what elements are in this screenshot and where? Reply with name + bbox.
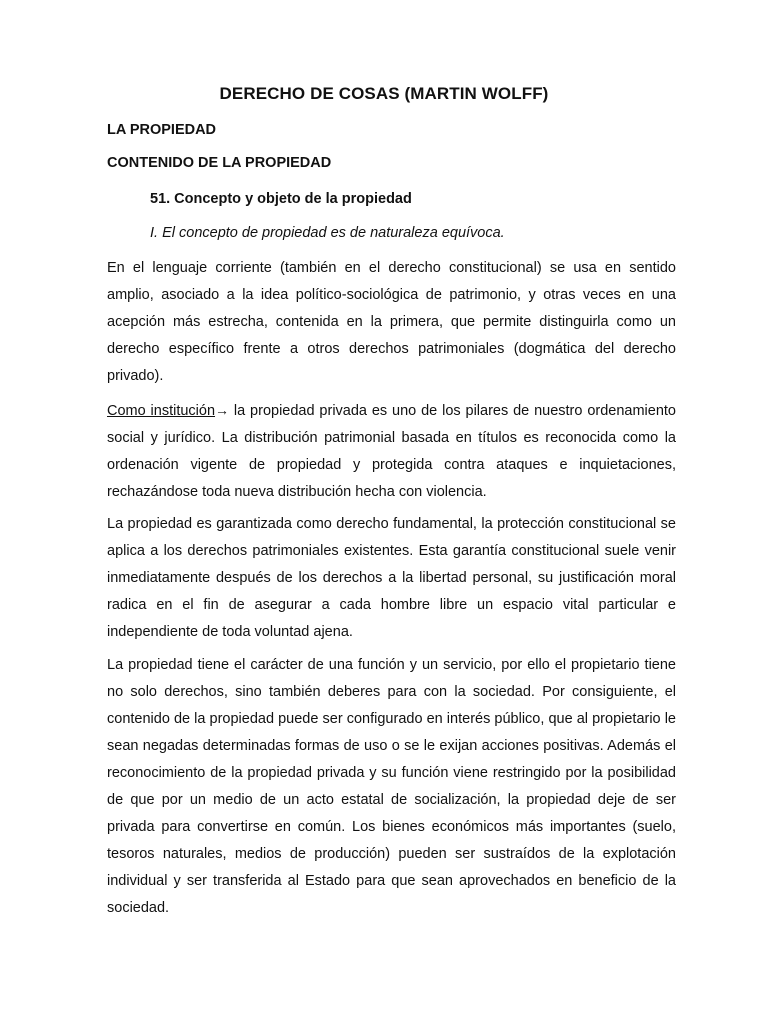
section-heading: 51. Concepto y objeto de la propiedad (150, 191, 412, 207)
heading-contenido: CONTENIDO DE LA PROPIEDAD (107, 155, 332, 171)
heading-la-propiedad: LA PROPIEDAD (107, 122, 217, 138)
paragraph-2-lead: Como institución (107, 403, 216, 419)
paragraph-3: La propiedad es garantizada como derecho fundamental, la protección constitucional se aplica a los derechos patrimoniales existentes. Esta garantía constitucional suele venir inmediatamente después de los derechos a la libertad personal, su justificación moral radica en el fin de asegurar a cada hombre libre un espacio vital particular e independiente de toda voluntad ajena. (107, 516, 676, 640)
section-subtitle: I. El concepto de propiedad es de naturaleza equívoca. (150, 225, 505, 241)
paragraph-1: En el lenguaje corriente (también en el derecho constitucional) se usa en sentido amplio, asociado a la idea político-sociológica de patrimonio, y otras veces en una acepción más estrecha, contenida en la primera, que permite distinguirla como un derecho específico frente a otros derechos patrimoniales (dogmática del derecho privado). (107, 260, 676, 384)
paragraph-2-body: la propiedad privada es uno de los pilares de nuestro ordenamiento social y jurídico. La distribución patrimonial basada en títulos es reconocida como la ordenación vigente de propiedad y protegida contra ataques e inquietaciones, rechazándose toda nueva distribución hecha con violencia. (107, 403, 676, 500)
paragraph-2 (107, 397, 676, 506)
document-title: DERECHO DE COSAS (MARTIN WOLFF) (219, 84, 549, 103)
arrow-right-icon: → (215, 402, 230, 418)
paragraph-4: La propiedad tiene el carácter de una función y un servicio, por ello el propietario tiene no solo derechos, sino también deberes para con la sociedad. Por consiguiente, el contenido de la propiedad puede ser configurado en interés público, que al propietario le sean negadas determinadas formas de uso o se le exijan acciones positivas. Además el reconocimiento de la propiedad privada y su función viene restringido por la posibilidad de que por un medio de un acto estatal de socialización, la propiedad deje de ser privada para convertirse en común. Los bienes económicos más importantes (suelo, tesoros naturales, medios de producción) pueden ser sustraídos de la explotación individual y ser transferida al Estado para que sean aprovechados en beneficio de la sociedad. (107, 657, 676, 916)
